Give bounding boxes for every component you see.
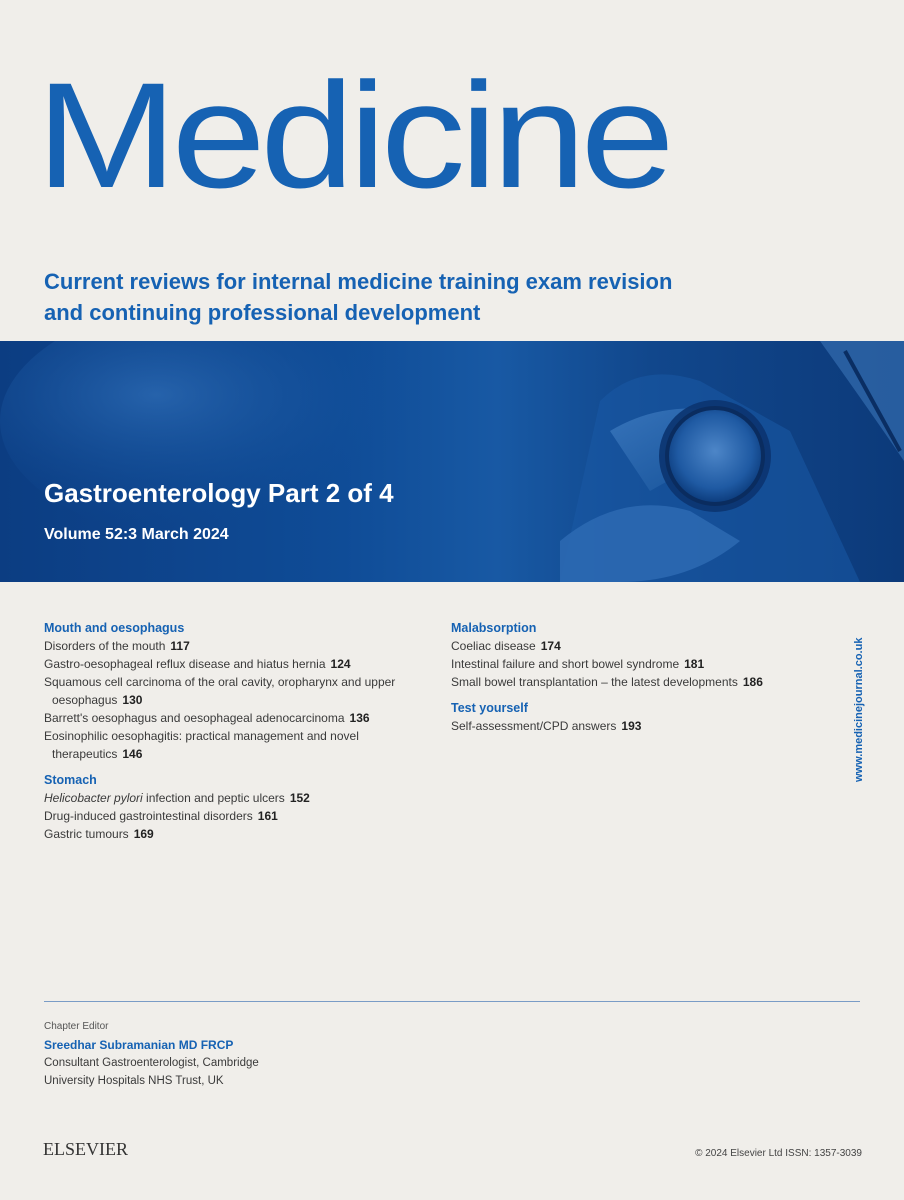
- page-number: 124: [330, 657, 351, 671]
- contents-left-column: [44, 619, 424, 843]
- toc-entry: Gastric tumours 169: [44, 827, 154, 841]
- toc-entry: Disorders of the mouth 117: [44, 639, 190, 653]
- editor-label: Chapter Editor: [44, 1021, 109, 1032]
- copyright-notice: © 2024 Elsevier Ltd ISSN: 1357-3039: [695, 1148, 862, 1159]
- editor-name: Sreedhar Subramanian MD FRCP: [44, 1038, 234, 1052]
- page-number: 117: [170, 639, 190, 653]
- page-number: 146: [122, 747, 143, 761]
- footer-divider: [44, 1001, 860, 1002]
- section-heading: Test yourself: [451, 701, 528, 715]
- editor-affiliation-line1: Consultant Gastroenterologist, Cambridge: [44, 1057, 259, 1069]
- toc-entry: Gastro-oesophageal reflux disease and hiatus hernia 124: [44, 657, 351, 671]
- stethoscope-photo-illustration: [0, 341, 904, 582]
- editor-affiliation-line2: University Hospitals NHS Trust, UK: [44, 1075, 224, 1087]
- page-number: 130: [122, 693, 143, 707]
- publisher-logo: ELSEVIER: [43, 1139, 128, 1159]
- contents-right-column: [451, 619, 811, 735]
- toc-entry: Helicobacter pylori infection and peptic ulcers 152: [44, 791, 310, 805]
- section-heading: Stomach: [44, 773, 97, 787]
- toc-entry: Eosinophilic oesophagitis: practical management and novel therapeutics 146: [44, 729, 359, 761]
- toc-entry: Coeliac disease 174: [451, 639, 561, 653]
- toc-entry: Squamous cell carcinoma of the oral cavity, oropharynx and upper oesophagus 130: [44, 675, 396, 707]
- journal-tagline: Current reviews for internal medicine training exam revision and continuing professional development: [44, 269, 673, 325]
- page-number: 161: [257, 809, 278, 823]
- journal-website-link[interactable]: www.medicinejournal.co.uk: [853, 637, 865, 782]
- page-number: 174: [540, 639, 561, 653]
- page-number: 136: [349, 711, 370, 725]
- issue-title: Gastroenterology Part 2 of 4: [44, 478, 394, 508]
- section-heading: Malabsorption: [451, 621, 537, 635]
- page-number: 186: [742, 675, 763, 689]
- toc-entry: Self-assessment/CPD answers 193: [451, 719, 642, 733]
- toc-entry: Barrett's oesophagus and oesophageal adenocarcinoma 136: [44, 711, 370, 725]
- chapter-editor-block: [44, 1018, 259, 1090]
- cover-banner: [0, 341, 904, 582]
- toc-entry: Small bowel transplantation – the latest developments 186: [451, 675, 763, 689]
- toc-entry: Drug-induced gastrointestinal disorders 161: [44, 809, 278, 823]
- journal-masthead: Medicine: [36, 51, 670, 219]
- issue-volume: Volume 52:3 March 2024: [44, 526, 229, 543]
- page-number: 193: [621, 719, 642, 733]
- page-number: 169: [133, 827, 154, 841]
- page-number: 181: [684, 657, 705, 671]
- toc-entry: Intestinal failure and short bowel syndrome 181: [451, 657, 705, 671]
- page-number: 152: [289, 791, 310, 805]
- section-heading: Mouth and oesophagus: [44, 621, 185, 635]
